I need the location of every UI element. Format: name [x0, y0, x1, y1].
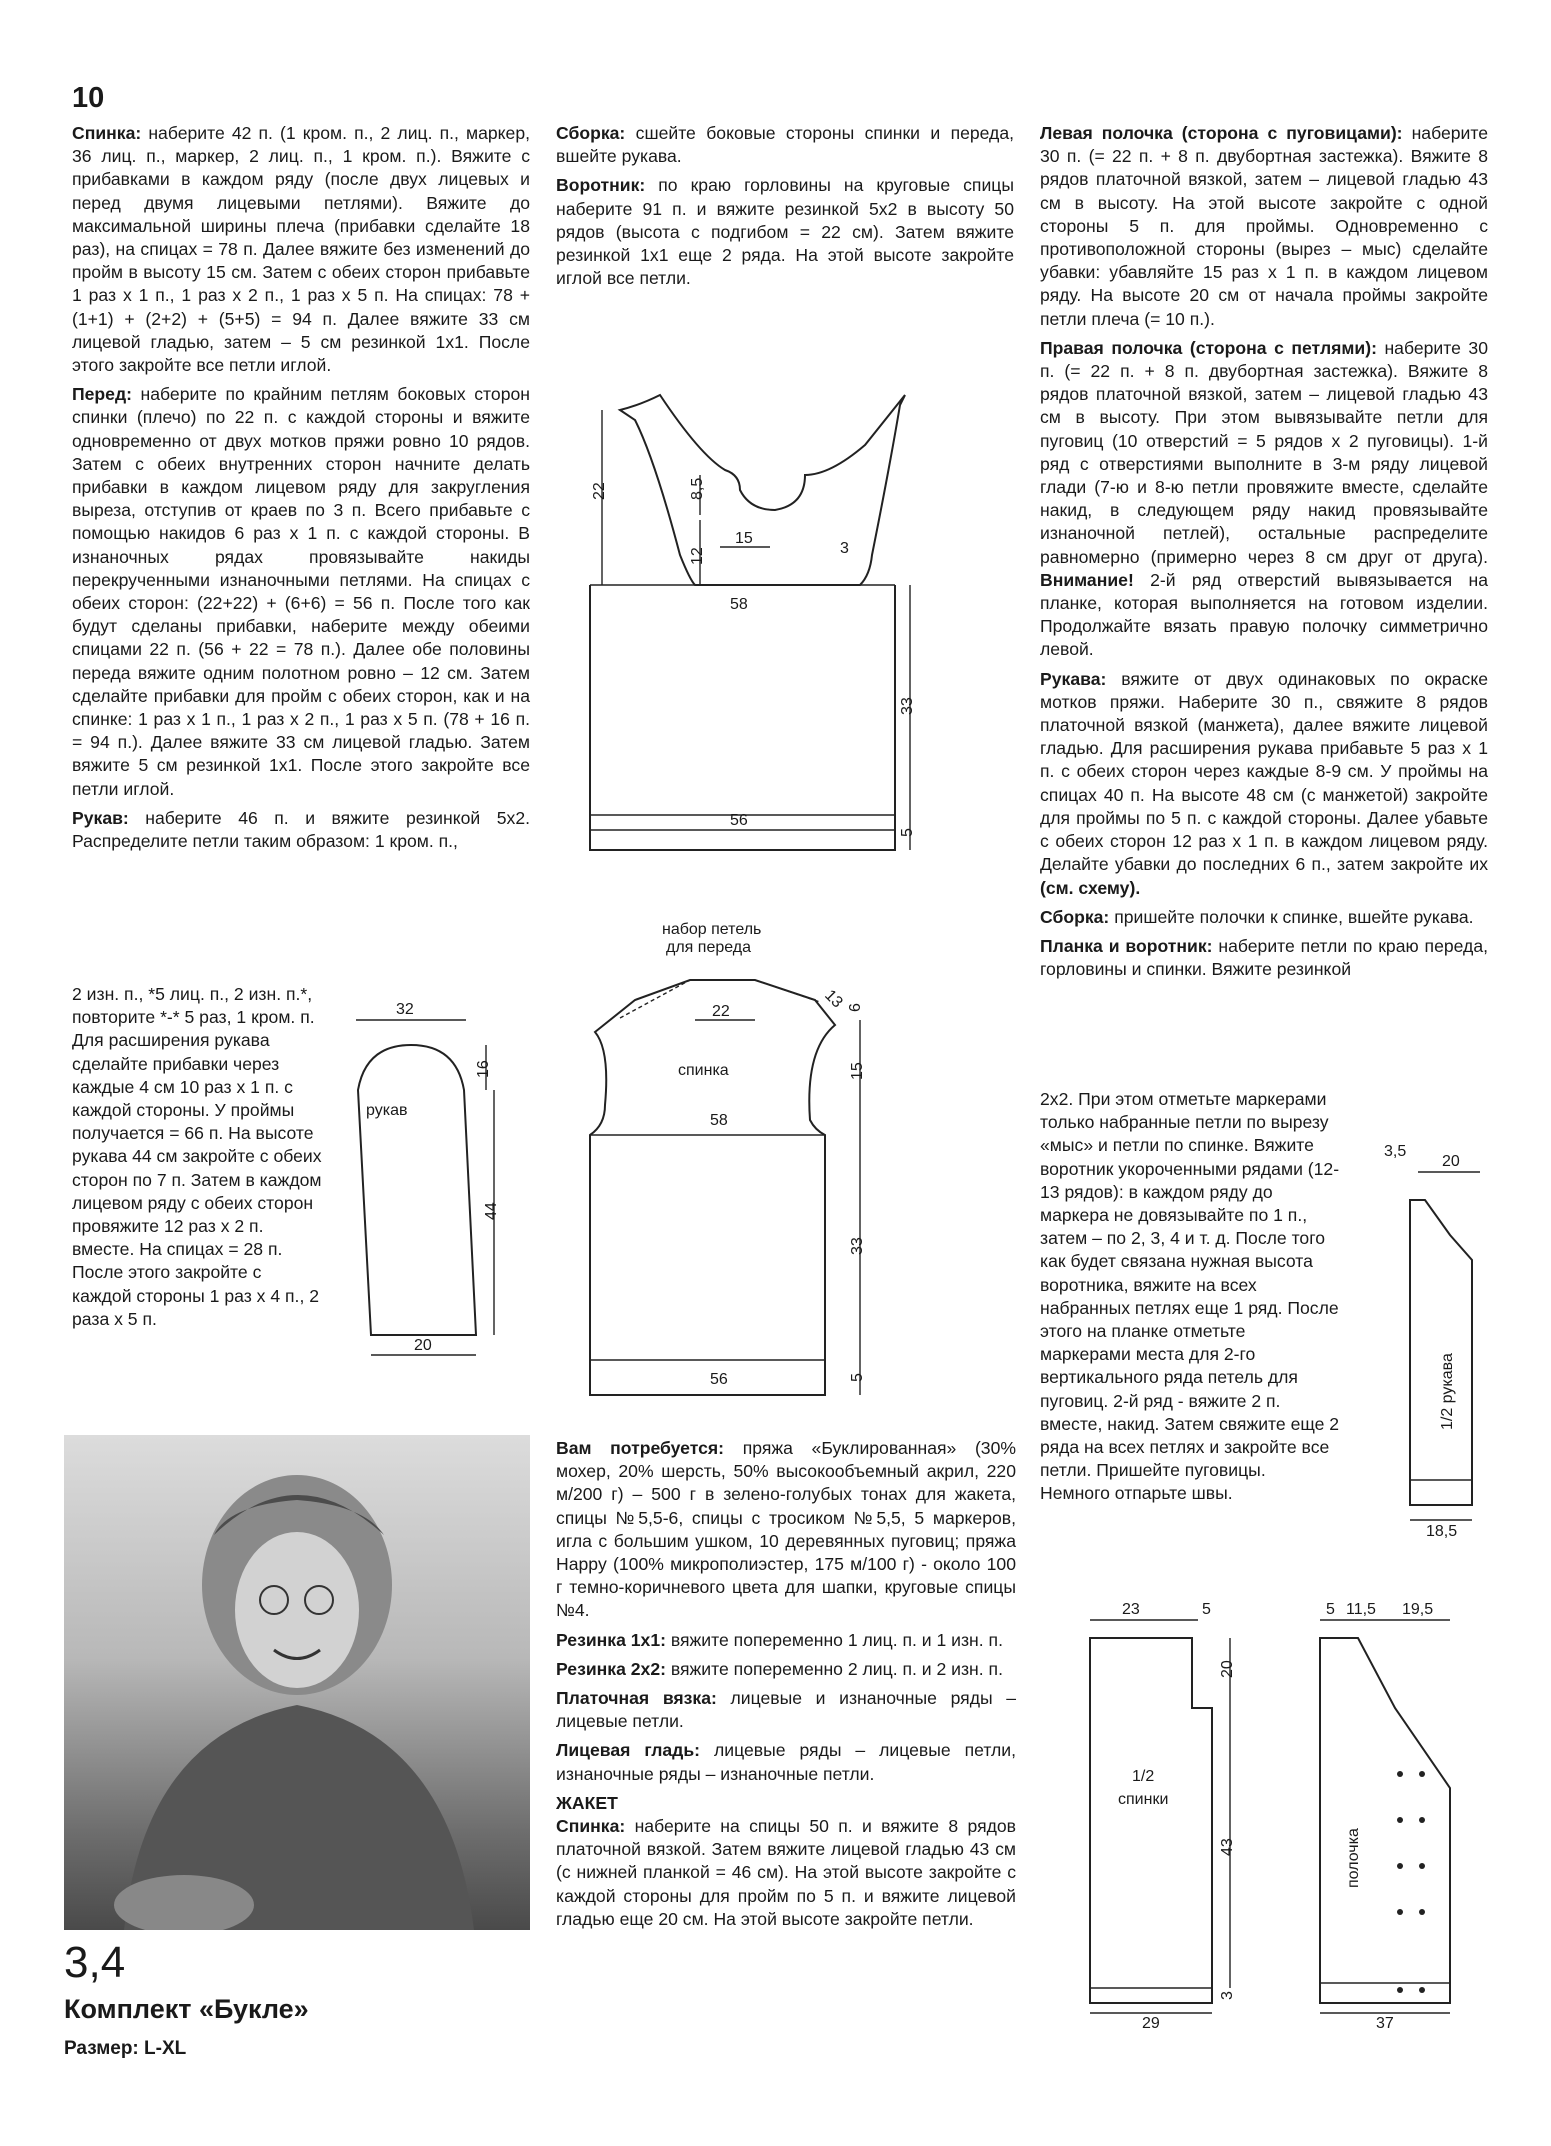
jacket-spinka-paragraph: Спинка: наберите на спицы 50 п. и вяжите 8 рядов платочной вязкой. Затем вяжите лицевой гладью 43 см (с нижней планкой = 46 см). На этой высоте закройте с каждой стороны для пройм по 5 п. и вяжите лицевой гладью еще 20 см. На этой высоте закройте петли.: [556, 1816, 1016, 1929]
sleeve-label: рукав: [366, 1102, 408, 1119]
half-back-outline: [1090, 1638, 1212, 2003]
back-dim-56: 56: [710, 1371, 728, 1388]
lic-paragraph: Лицевая гладь: лицевые ряды – лицевые петли, изнаночные ряды – изнаночные петли.: [556, 1740, 1016, 1784]
back-outline: [590, 980, 835, 1395]
sleeve-outline: [358, 1045, 476, 1335]
diagram-half-back: [1080, 1598, 1280, 2032]
shelf-dim-11-5: 11,5: [1346, 1601, 1376, 1618]
levaya-paragraph: Левая полочка (сторона с пуговицами): наберите 30 п. (= 22 п. + 8 п. двубортная застежка). Вяжите 8 рядов платочной вязкой, затем – лицевой гладью 43 см в высоту. На этой высоте закройте с одной стороны 5 п. для проймы. Одновременно с противоположной стороны (вырез – мыс) сделайте убавки: убавляйте 15 раз х 1 п. в каждом лицевом ряду. На высоте 20 см от начала проймы закройте петли плеча (= 10 п.).: [1040, 123, 1489, 329]
back-dim-15: 15: [849, 1062, 866, 1080]
column-2: [556, 122, 1014, 296]
half-back-dim-5: 5: [1202, 1601, 1211, 1618]
project-number: 3,4: [64, 1938, 126, 1987]
sborka-paragraph: Сборка: сшейте боковые стороны спинки и переда, вшейте рукава.: [556, 123, 1014, 167]
pered-paragraph: Перед: наберите по крайним петлям боковых сторон спинки (плечо) по 22 п. с каждой стороны и вяжите одновременно от двух мотков пряжи ровно 10 рядов. Затем с обеих внутренних сторон начните делать прибавки в каждом лицевом ряду для закругления выреза, отступив от краев по 3 п. Всего прибавьте с помощью накидов 6 раз х 1 п. с каждой стороны. В изнаночных рядах провязывайте накиды перекрученными изнаночными петлями. На спицах с обеих сторон: (22+22) + (6+6) = 56 п. После того как будут сделаны прибавки, наберите между обеими спицами 22 п. (56 + 22 = 78 п.). Далее обе половины переда вяжите одним полотном ровно – 12 см. Затем сделайте прибавки для пройм с обеих сторон, как и на спинке: 1 раз х 1 п., 1 раз х 2 п., 1 раз х 5 п. (78 + 16 п. = 94 п.). Далее вяжите 33 см лицевой гладью. Затем вяжите 5 см резинкой 1х1. После этого закройте все петли иглой.: [72, 384, 530, 799]
half-back-label-1: 1/2: [1132, 1768, 1155, 1785]
front-dim-3: 3: [840, 540, 849, 557]
front-body: [590, 585, 895, 850]
diagram-sleeve: [326, 990, 526, 1390]
jacket-heading: ЖАКЕТ: [556, 1792, 618, 1813]
plat-paragraph: Платочная вязка: лицевые и изнаночные ряды – лицевые петли.: [556, 1688, 1017, 1732]
front-dim-8-5: 8,5: [689, 477, 706, 500]
model-photo-drawing: [64, 1435, 530, 1930]
front-dim-5: 5: [899, 828, 916, 837]
materials-column: [556, 1437, 1016, 1937]
half-back-dim-23: 23: [1122, 1601, 1140, 1618]
planka-paragraph-a: Планка и воротник: наберите петли по краю переда, горловины и спинки. Вяжите резинкой: [1040, 935, 1488, 980]
half-sleeve-label: 1/2 рукава: [1439, 1353, 1456, 1430]
need-paragraph: Вам потребуется: пряжа «Буклированная» (30% мохер, 20% шерсть, 50% высокообъемный акрил, 220 м/200 г) – 500 г в зелено-голубых тонах для жакета, спицы №5,5-6, спицы с тросиком №5,5, 5 маркеров, игла с большим ушком, 10 деревянных пуговиц; пряжа Happy (100% микрополиэстер, 175 м/100 г) - около 100 г темно-коричневого цвета для шапки, круговые спицы №4.: [556, 1438, 1017, 1621]
diagram-half-sleeve: [1380, 1140, 1530, 1540]
back-dim-58: 58: [710, 1112, 728, 1129]
shelf-outline: [1320, 1638, 1450, 2003]
back-dim-6: 6: [847, 1003, 864, 1012]
back-dim-22: 22: [712, 1003, 730, 1020]
shelf-label: полочка: [1345, 1828, 1362, 1888]
back-dim-13: 13: [821, 986, 846, 1012]
back-label: спинка: [678, 1062, 729, 1079]
back-note-1: набор петель: [662, 921, 762, 938]
sborka2-paragraph: Сборка: пришейте полочки к спинке, вшейте рукава.: [1040, 906, 1474, 927]
half-sleeve-dim-3-5: 3,5: [1384, 1143, 1407, 1160]
half-back-dim-20: 20: [1219, 1660, 1236, 1678]
half-sleeve-dim-18-5: 18,5: [1426, 1523, 1458, 1540]
sleeve-dim-44: 44: [483, 1202, 500, 1220]
size-label: Размер: L-XL: [64, 2038, 187, 2059]
column-3: [1040, 122, 1488, 981]
sleeve-dim-20: 20: [414, 1337, 432, 1354]
shelf-dim-37: 37: [1376, 2015, 1394, 2032]
vorotnik-paragraph: Воротник: по краю горловины на круговые спицы наберите 91 п. и вяжите резинкой 5х2 в высоту 50 рядов (высота с подгибом = 22 см). Затем вяжите резинкой 1х1 еще 2 ряда. На этой высоте закройте иглой все петли.: [556, 175, 1015, 289]
front-dim-56: 56: [730, 812, 748, 829]
diagram-shelf: [1300, 1598, 1500, 2032]
rukav-paragraph-b: 2 изн. п., *5 лиц. п., 2 изн. п.*, повторите *-* 5 раз, 1 кром. п. Для расширения рукава сделайте прибавки через каждые 4 см 10 раз х 1 п. с каждой стороны. У проймы получается = 66 п. На высоте рукава 44 см закройте с обеих сторон по 7 п. Затем в каждом лицевом ряду с обеих сторон провяжите 12 раз х 2 п. вместе. На спицах = 28 п. После этого закройте с каждой стороны 1 раз х 4 п., 2 раза х 5 п.: [72, 984, 322, 1329]
half-back-dim-43: 43: [1219, 1838, 1236, 1856]
half-sleeve-outline: [1410, 1200, 1472, 1505]
half-sleeve-dim-20: 20: [1442, 1153, 1460, 1170]
front-dim-22: 22: [591, 482, 608, 500]
front-dim-58: 58: [730, 596, 748, 613]
r22-paragraph: Резинка 2х2: вяжите попеременно 2 лиц. п. и 2 изн. п.: [556, 1658, 1003, 1679]
front-outline: [620, 395, 905, 585]
diagram-back: [560, 920, 1040, 1410]
pravaya-paragraph: Правая полочка (сторона с петлями): наберите 30 п. (= 22 п. + 8 п. двубортная застежка). Вяжите 8 рядов платочной вязкой, затем – лицевой гладью 43 см в высоту. При этом вывязывайте петли для пуговиц (10 отверстий = 5 рядов х 2 пуговицы). 1-й ряд с отверстиями выполните в 3-м ряду лицевой глади (7-ю и 8-ю петли провяжите вместе, сделайте накид, в следующем ряду накид провязывайте изнаночной петлей), остальные распределите равномерно (примерно через 8 см друг от друга). Внимание! 2-й ряд отверстий вывязывается на планке, которая выполняется на готовом изделии. Продолжайте вязать правую полочку симметрично левой.: [1040, 337, 1488, 660]
column-1: [72, 122, 530, 853]
back-dim-5: 5: [849, 1373, 866, 1382]
planka-paragraph-b: 2х2. При этом отметьте маркерами только набранные петли по вырезу «мыс» и петли по спинке. Вяжите воротник укороченными рядами (12-13 рядов): в каждом ряду до маркера не довязывайте по 1 п., затем – по 2, 3, 4 и т. д. После того как будет связана нужная высота воротника, вяжите на всех набранных петлях еще 1 ряд. После этого на планке отметьте маркерами места для 2-го вертикального ряда петель для пуговиц. 2-й ряд - вяжите 2 п. вместе, накид. Затем свяжите еще 2 ряда на всех петлях и закройте все петли. Пришейте пуговицы. Немного отпарьте швы.: [1040, 1089, 1340, 1504]
rukav-paragraph-a: Рукав: наберите 46 п. и вяжите резинкой 5х2. Распределите петли таким образом: 1 кром. п.,: [72, 807, 530, 852]
half-back-dim-3: 3: [1219, 1991, 1236, 2000]
r11-paragraph: Резинка 1х1: вяжите попеременно 1 лиц. п. и 1 изн. п.: [556, 1629, 1003, 1650]
front-dim-15: 15: [735, 530, 753, 547]
sleeve-dim-32: 32: [396, 1001, 414, 1018]
half-back-dim-29: 29: [1142, 2015, 1160, 2032]
diagram-front: [560, 385, 1040, 865]
shelf-dim-19-5: 19,5: [1402, 1601, 1434, 1618]
spinka-paragraph: Спинка: наберите 42 п. (1 кром. п., 2 лиц. п., маркер, 36 лиц. п., маркер, 2 лиц. п., 1 кром. п.). Вяжите с прибавками в каждом ряду (после двух лицевых и перед двумя лицевыми петлями). Вяжите до максимальной ширины плеча (прибавки сделайте 18 раз), на спицах = 78 п. Далее вяжите без изменений до пройм в высоту 15 см. Затем с обеих сторон прибавьте 1 раз х 1 п., 1 раз х 2 п., 1 раз х 5 п. На спицах: 78 + (1+1) + (2+2) + (5+5) = 94 п. Далее вяжите 33 см лицевой гладью, затем – 5 см резинкой 1х1. После этого закройте все петли иглой.: [72, 123, 531, 376]
page-number: 10: [72, 82, 105, 114]
rukava-paragraph: Рукава: вяжите от двух одинаковых по окраске мотков пряжи. Наберите 30 п., свяжите 8 рядов платочной вязкой (манжета), далее вяжите лицевой гладью. Для расширения рукава прибавьте 5 раз х 1 п. с обеих сторон через каждые 8-9 см. У проймы на спицах 40 п. На высоте 48 см (с манжетой) закройте для проймы по 5 п. с каждой стороны. Далее убавьте с обеих сторон 12 раз х 1 п. в каждом лицевом ряду. Делайте убавки до последних 6 п., затем закройте их (см. схему).: [1040, 668, 1489, 898]
back-dim-33: 33: [849, 1237, 866, 1255]
model-photo: [64, 1435, 530, 1930]
front-dim-33: 33: [899, 697, 916, 715]
project-title: Комплект «Букле»: [64, 1994, 309, 2024]
front-dim-12: 12: [689, 547, 706, 565]
sleeve-dim-16: 16: [475, 1060, 492, 1078]
shelf-dim-5: 5: [1326, 1601, 1335, 1618]
back-note-2: для переда: [666, 939, 752, 956]
half-back-label-2: спинки: [1118, 1791, 1169, 1808]
